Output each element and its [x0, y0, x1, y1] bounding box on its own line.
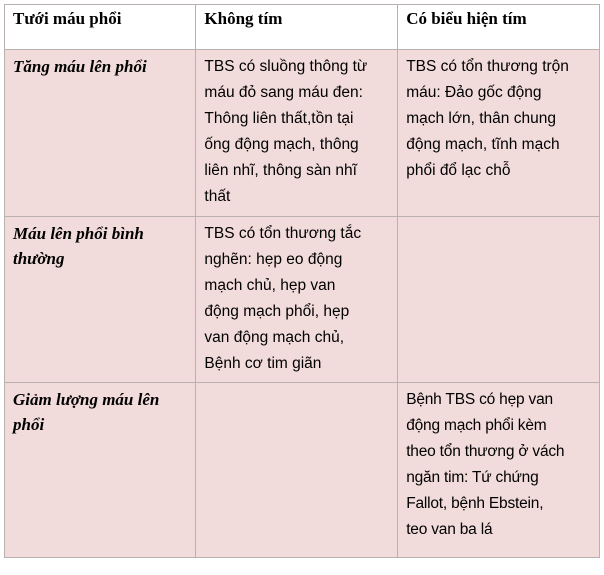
header-pulmonary-perfusion: Tưới máu phổi — [5, 5, 196, 50]
table-header-row — [5, 5, 600, 50]
header-cyanosis: Có biểu hiện tím — [398, 5, 600, 50]
cell-decreased-no-cyanosis — [196, 383, 398, 558]
row-label-decreased-flow: Giảm lượng máu lên phổi — [5, 383, 196, 558]
cell-decreased-cyanosis: Bệnh TBS có hẹp van động mạch phổi kèm theo tổn thương ở vách ngăn tim: Tứ chứng Fallot, bệnh Ebstein, teo van ba lá — [398, 383, 600, 558]
classification-table — [4, 4, 600, 558]
row-label-increased-flow: Tăng máu lên phổi — [5, 50, 196, 217]
cell-increased-no-cyanosis: TBS có sluồng thông từ máu đỏ sang máu đen: Thông liên thất,tồn tại ống động mạch, thông liên nhĩ, thông sàn nhĩ thất — [196, 50, 398, 217]
cell-normal-no-cyanosis: TBS có tổn thương tắc nghẽn: hẹp eo động mạch chủ, hẹp van động mạch phổi, hẹp van động mạch chủ, Bệnh cơ tim giãn — [196, 217, 398, 383]
table-row-normal-flow — [5, 217, 600, 383]
table-row-decreased-flow — [5, 383, 600, 558]
header-no-cyanosis: Không tím — [196, 5, 398, 50]
table-row-increased-flow — [5, 50, 600, 217]
cell-normal-cyanosis — [398, 217, 600, 383]
row-label-normal-flow: Máu lên phổi bình thường — [5, 217, 196, 383]
cell-increased-cyanosis: TBS có tổn thương trộn máu: Đảo gốc động mạch lớn, thân chung động mạch, tĩnh mạch phổi đổ lạc chỗ — [398, 50, 600, 217]
